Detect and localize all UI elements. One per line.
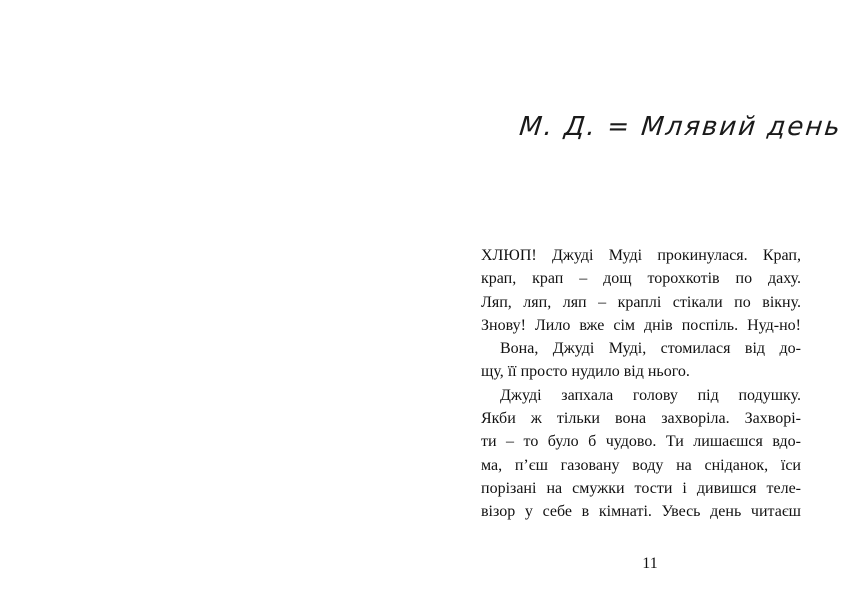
text-line: Джуді запхала голову під подушку. bbox=[500, 386, 801, 404]
text-line: порізані на смужки тости і дивишся теле- bbox=[481, 479, 801, 497]
text-line: щу, її просто нудило від нього. bbox=[481, 363, 690, 381]
text-line: візор у себе в кімнаті. Увесь день читаєш bbox=[481, 503, 801, 521]
text-line: Вона, Джуді Муді, стомилася від до- bbox=[500, 340, 801, 358]
text-line: Ляп, ляп, ляп – краплі стікали по вікну. bbox=[481, 293, 801, 311]
page-number: 11 bbox=[642, 555, 658, 572]
text-line: ХЛЮП! Джуді Муді прокинулася. Крап, bbox=[481, 247, 801, 264]
text-line: ти – то було б чудово. Ти лишаєшся вдо- bbox=[481, 433, 801, 451]
text-line: Знову! Лило вже сім днів поспіль. Нуд-но! bbox=[481, 316, 801, 334]
chapter-title: М. Д. = Млявий день bbox=[517, 112, 844, 142]
text-line: Якби ж тільки вона захворіла. Захворі- bbox=[481, 410, 801, 428]
text-line: ма, п’єш газовану воду на сніданок, їси bbox=[481, 456, 801, 474]
body-text bbox=[481, 244, 801, 524]
text-line: крап, крап – дощ торохкотів по даху. bbox=[481, 270, 801, 288]
